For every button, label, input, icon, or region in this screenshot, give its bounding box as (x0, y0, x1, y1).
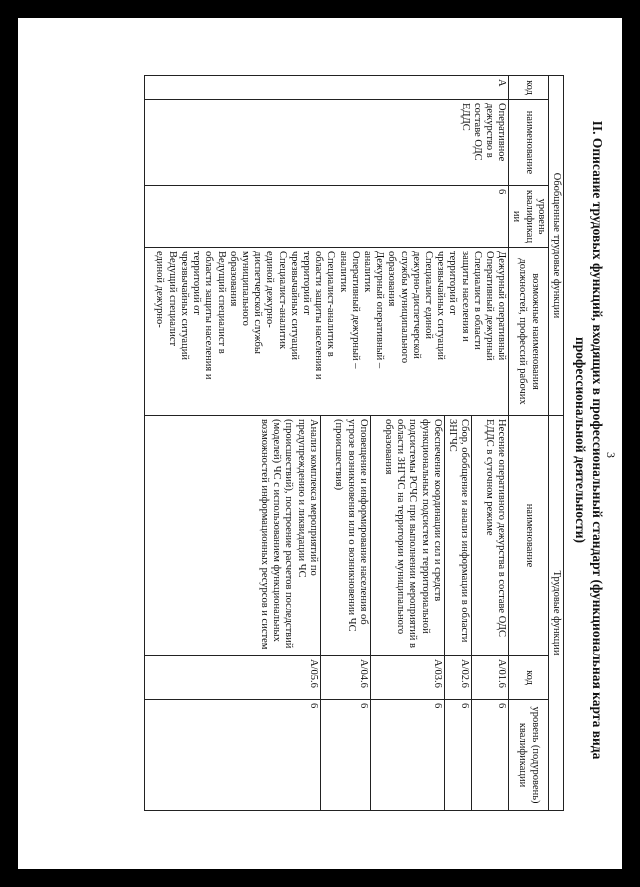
functional-map-table (144, 75, 564, 811)
header-job-titles: возможные наименования должностей, профессий рабочих (509, 248, 549, 416)
tf-code: A/03.6 (370, 656, 444, 700)
job-title-line: муниципального (239, 251, 251, 326)
job-title-line: Дежурный оперативный – (374, 251, 386, 369)
job-title-line: образования (227, 251, 239, 307)
job-title-line: образования (386, 251, 398, 307)
job-title-line: защиты населения и (459, 251, 471, 342)
job-title-line: территорий от (447, 251, 459, 315)
gf-code: А (144, 76, 508, 100)
tf-level: 6 (144, 700, 320, 811)
job-title-line: территорий от (300, 251, 312, 315)
gf-level: 6 (144, 186, 508, 248)
tf-code: A/02.6 (444, 656, 471, 700)
header-tf-level: уровень (подуровень) квалификации (509, 700, 549, 811)
header-labor-functions: Трудовые функции (548, 416, 563, 811)
job-title-line: Специалист в области (471, 251, 483, 350)
job-title-line: единой дежурно- (154, 251, 166, 328)
job-title-line: диспетчерской службы (252, 251, 264, 354)
tf-name: Сбор, обобщение и анализ информации в области ЗНГЧС (444, 416, 471, 656)
gf-name: Оперативное дежурство в составе ОДС ЕДДС (144, 100, 508, 186)
tf-level: 6 (320, 700, 370, 811)
page-number: 3 (604, 452, 618, 458)
document-page (18, 18, 622, 869)
rotated-content (64, 45, 622, 865)
job-title-line: чрезвычайных ситуаций (435, 251, 447, 360)
job-title-line: Специалист-аналитик в (325, 251, 337, 357)
job-title-line: Оперативный дежурный – (349, 251, 361, 369)
header-level: уровень квалификации (509, 186, 549, 248)
job-title-line: чрезвычайных ситуаций (288, 251, 300, 360)
job-title-line: чрезвычайных ситуаций (178, 251, 190, 360)
header-generalized-functions: Обобщенные трудовые функции (548, 76, 563, 416)
job-title-line: Специалист единой (422, 251, 434, 339)
job-title-line: области защиты населения и (203, 251, 215, 380)
header-code: код (509, 76, 549, 100)
tf-name: Несение оперативного дежурства в составе ОДС ЕДДС в суточном режиме (472, 416, 509, 656)
tf-code: A/01.6 (472, 656, 509, 700)
job-title-line: Ведущий специалист (166, 251, 178, 347)
header-tf-code: код (509, 656, 549, 700)
job-title-line: Ведущий специалист в (215, 251, 227, 354)
job-title-line: аналитик (361, 251, 373, 293)
gf-job-titles (144, 248, 508, 416)
tf-name: Оповещение и информирование населения об угрозе возникновения или о возникновении ЧС (происшествия) (320, 416, 370, 656)
tf-name: Анализ комплекса мероприятий по предупреждению и ликвидации ЧС (происшествий), построение расчетов последствий (моделей) ЧС с использованием функциональных возможностей информационных ресурсов и систем (144, 416, 320, 656)
job-title-line: территорий от (191, 251, 203, 315)
tf-code: A/05.6 (144, 656, 320, 700)
job-title-line: службы муниципального (398, 251, 410, 364)
section-heading: II. Описание трудовых функций, входящих в профессиональный стандарт (функциональная карта вида профессиональной деятельности) (573, 120, 605, 760)
job-title-line: аналитик (337, 251, 349, 293)
header-tf-name: наименование (509, 416, 549, 656)
job-title-line: Дежурный оперативный (496, 251, 508, 361)
job-title-line: дежурно-диспетчерской (410, 251, 422, 359)
tf-level: 6 (472, 700, 509, 811)
tf-level: 6 (444, 700, 471, 811)
tf-level: 6 (370, 700, 444, 811)
job-title-line: Оперативный дежурный (483, 251, 495, 361)
header-name: наименование (509, 100, 549, 186)
tf-code: A/04.6 (320, 656, 370, 700)
job-title-line: единой дежурно- (264, 251, 276, 328)
tf-name: Обеспечение координации сил и средств функциональных подсистем и территориальной подсистемы РСЧС при выполнении мероприятий в области ЗНГЧС на территории муниципального образования (370, 416, 444, 656)
job-title-line: области защиты населения и (313, 251, 325, 380)
job-title-line: Специалист-аналитик (276, 251, 288, 350)
